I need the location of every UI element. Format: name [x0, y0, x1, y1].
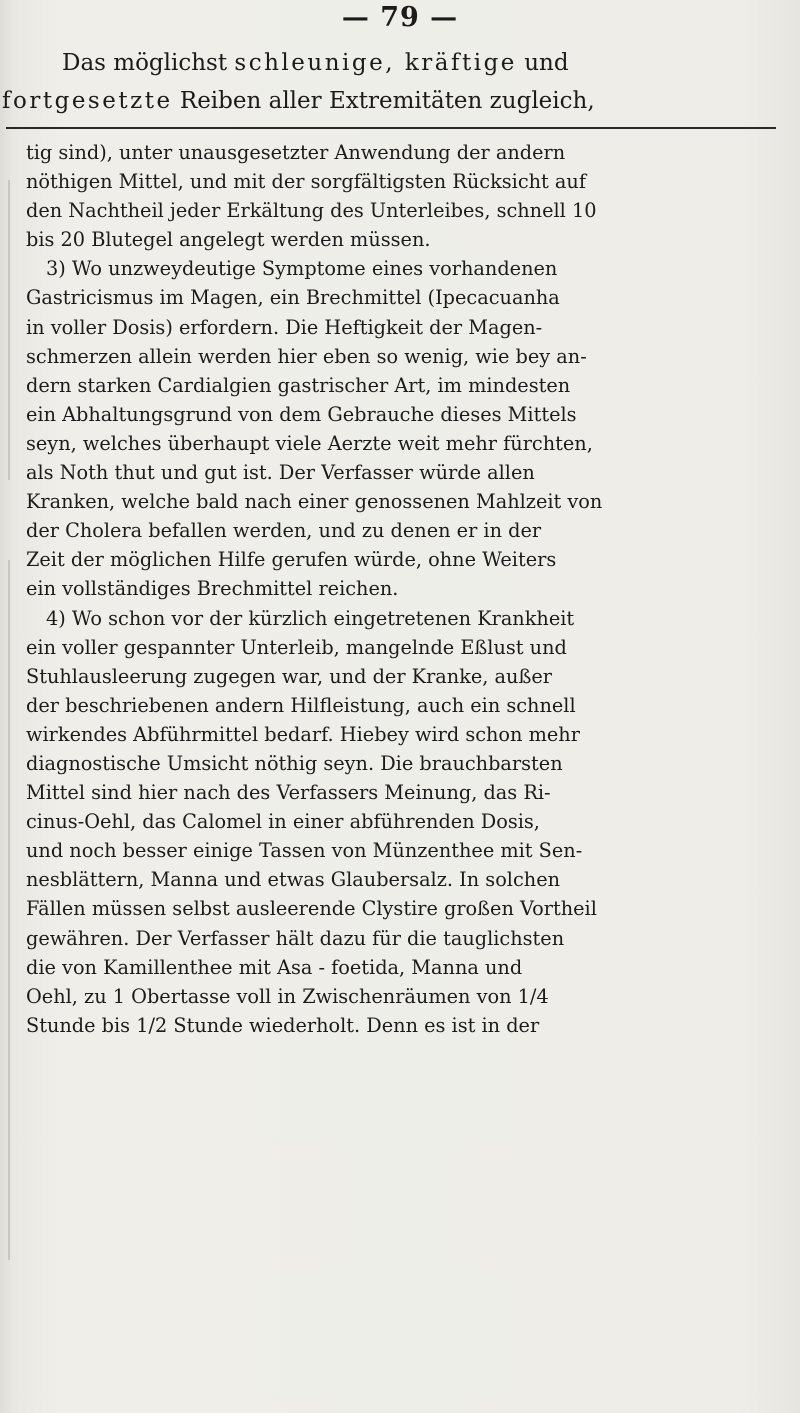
text-line: als Noth thut und gut ist. Der Verfasser würde allen [26, 461, 535, 485]
text-line: und noch besser einige Tassen von Münzenthee mit Sen- [26, 839, 583, 863]
heading-rule [6, 127, 776, 129]
text-line: cinus-Oehl, das Calomel in einer abführenden Dosis, [26, 810, 540, 834]
text-line: in voller Dosis) erfordern. Die Heftigkeit der Magen- [26, 315, 543, 339]
heading-text: Reiben aller Extremitäten zugleich, [172, 88, 595, 114]
page-number: — 79 — [341, 2, 459, 33]
text-line: nesblättern, Manna und etwas Glaubersalz. In solchen [26, 868, 561, 892]
text-line: Mittel sind hier nach des Verfassers Meinung, das Ri- [26, 781, 551, 805]
text-line: ein voller gespannter Unterleib, mangelnde Eßlust und [26, 635, 567, 659]
text-line: Zeit der möglichen Hilfe gerufen würde, ohne Weiters [26, 548, 557, 572]
heading-line [2, 82, 782, 120]
text-line: Stuhlausleerung zugegen war, und der Kranke, außer [26, 664, 552, 688]
page-edge-shadow [8, 180, 10, 480]
text-line: der Cholera befallen werden, und zu denen er in der [26, 519, 542, 543]
text-line: gewähren. Der Verfasser hält dazu für die tauglichsten [26, 926, 565, 950]
text-line: Kranken, welche bald nach einer genossenen Mahlzeit von [26, 490, 603, 514]
text-line: wirkendes Abführmittel bedarf. Hiebey wird schon mehr [26, 722, 580, 746]
section-heading [2, 44, 782, 120]
body-text [26, 138, 786, 1040]
heading-emphasis: schleunige, kräftige [234, 50, 517, 76]
text-line: dern starken Cardialgien gastrischer Art, im mindesten [26, 373, 571, 397]
heading-text: Das möglichst [62, 50, 235, 76]
paragraph-start-line: 3) Wo unzweydeutige Symptome eines vorhandenen [46, 257, 558, 281]
heading-text: und [516, 50, 569, 76]
text-line: ein vollständiges Brechmittel reichen. [26, 577, 399, 601]
text-line: Gastricismus im Magen, ein Brechmittel (Ipecacuanha [26, 286, 560, 310]
heading-line [2, 44, 782, 82]
text-line: nöthigen Mittel, und mit der sorgfältigsten Rücksicht auf [26, 170, 586, 194]
text-line: die von Kamillenthee mit Asa - foetida, Manna und [26, 955, 523, 979]
heading-emphasis: fortgesetzte [2, 88, 173, 114]
text-line: Oehl, zu 1 Obertasse voll in Zwischenräumen von 1/4 [26, 984, 549, 1008]
text-line: Stunde bis 1/2 Stunde wiederholt. Denn es ist in der [26, 1013, 540, 1037]
text-line: den Nachtheil jeder Erkältung des Unterleibes, schnell 10 [26, 199, 597, 223]
text-line: Fällen müssen selbst ausleerende Clystire großen Vortheil [26, 897, 597, 921]
paragraph-start-line: 4) Wo schon vor der kürzlich eingetretenen Krankheit [46, 606, 575, 630]
text-line: ein Abhaltungsgrund von dem Gebrauche dieses Mittels [26, 402, 577, 426]
text-line: bis 20 Blutegel angelegt werden müssen. [26, 228, 431, 252]
text-line: schmerzen allein werden hier eben so wenig, wie bey an- [26, 344, 587, 368]
text-line: tig sind), unter unausgesetzter Anwendung der andern [26, 141, 566, 164]
text-line: seyn, welches überhaupt viele Aerzte weit mehr fürchten, [26, 431, 593, 455]
text-line: der beschriebenen andern Hilfleistung, auch ein schnell [26, 693, 576, 717]
text-line: diagnostische Umsicht nöthig seyn. Die brauchbarsten [26, 751, 563, 775]
page-edge-shadow [8, 560, 10, 1260]
